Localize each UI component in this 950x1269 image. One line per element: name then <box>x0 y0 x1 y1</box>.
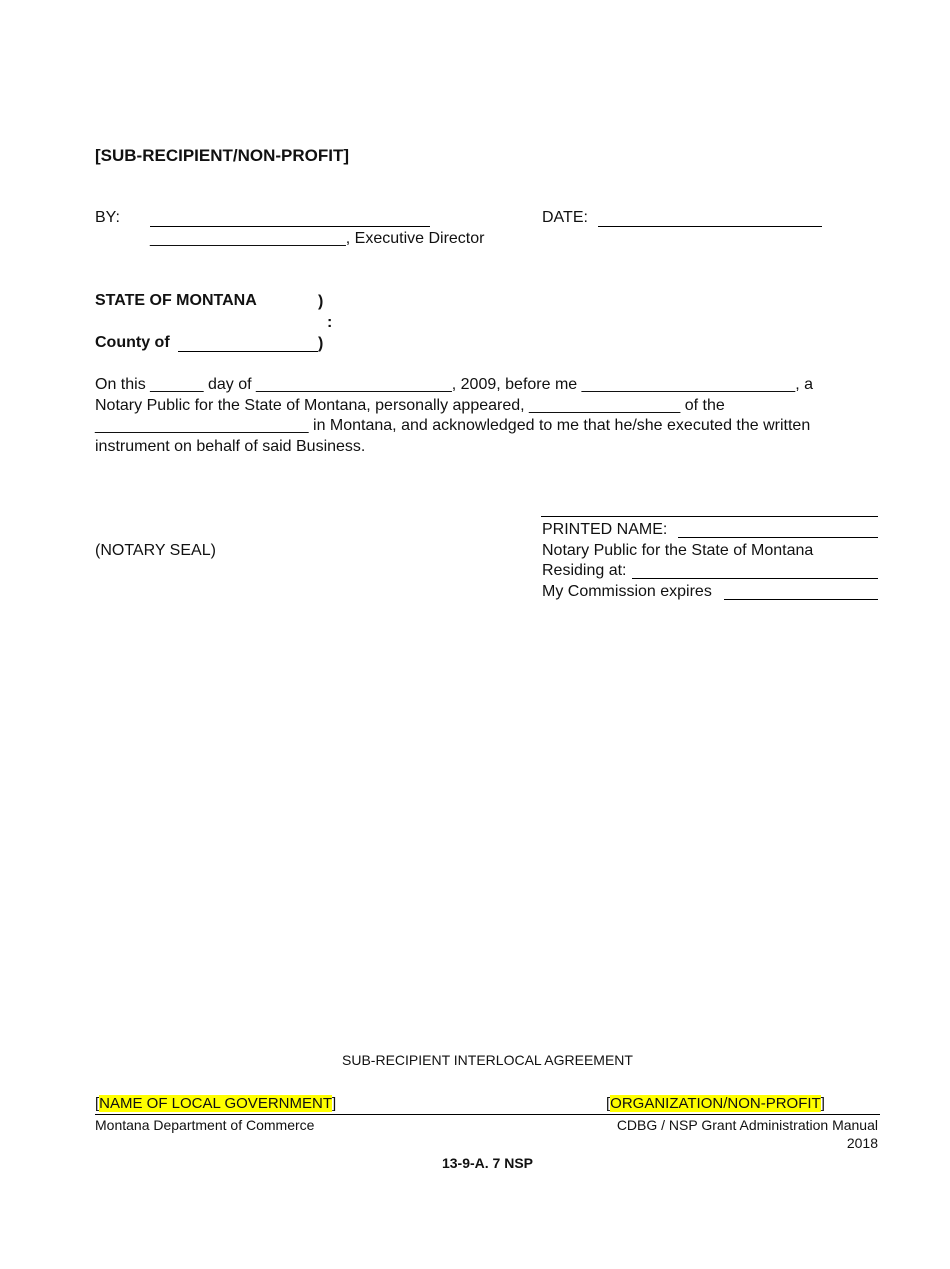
by-signature-line[interactable] <box>150 226 430 227</box>
acknowledgment-line-1: On this ______ day of ______________________, 2009, before me ________________________, a <box>95 376 813 393</box>
venue-paren-bottom: ) <box>318 335 324 352</box>
residing-at-label: Residing at: <box>542 562 627 579</box>
footer-right-line-2: 2018 <box>846 1135 878 1151</box>
local-government-name: NAME OF LOCAL GOVERNMENT <box>99 1095 332 1112</box>
residing-at-line[interactable] <box>632 578 878 579</box>
footer-left: Montana Department of Commerce <box>95 1117 315 1133</box>
county-line[interactable] <box>178 351 318 352</box>
acknowledgment-line-2: Notary Public for the State of Montana, personally appeared, _________________ of the <box>95 397 725 414</box>
notary-signature-line[interactable] <box>541 516 878 517</box>
right-bracket-close: ] <box>820 1095 825 1112</box>
printed-name-label: PRINTED NAME: <box>542 521 668 538</box>
county-label: County of <box>95 334 170 351</box>
commission-expires-line[interactable] <box>724 599 878 600</box>
commission-expires-label: My Commission expires <box>542 583 712 600</box>
footer-right-line-1: CDBG / NSP Grant Administration Manual <box>616 1117 878 1133</box>
acknowledgment-line-3: ________________________ in Montana, and acknowledged to me that he/she executed the written <box>95 417 811 434</box>
state-of-montana: STATE OF MONTANA <box>95 292 257 309</box>
executive-director-line: ______________________, Executive Director <box>150 230 485 247</box>
right-bracket-open: [ <box>606 1095 611 1112</box>
venue-colon: : <box>327 314 333 331</box>
document-heading: [SUB-RECIPIENT/NON-PROFIT] <box>95 146 350 165</box>
by-label: BY: <box>95 209 120 226</box>
left-bracket-open: [ <box>95 1095 100 1112</box>
local-government-placeholder <box>95 1094 336 1113</box>
left-bracket-close: ] <box>331 1095 337 1112</box>
organization-name: ORGANIZATION/NON-PROFIT <box>610 1095 821 1112</box>
page-identifier: 13-9-A. 7 NSP <box>441 1155 534 1171</box>
venue-paren-top: ) <box>318 293 324 310</box>
organization-placeholder <box>606 1094 825 1113</box>
date-label: DATE: <box>542 209 588 226</box>
date-line[interactable] <box>598 226 822 227</box>
printed-name-line[interactable] <box>678 537 878 538</box>
footer-rule <box>95 1114 880 1115</box>
acknowledgment-line-4: instrument on behalf of said Business. <box>95 438 366 455</box>
agreement-title: SUB-RECIPIENT INTERLOCAL AGREEMENT <box>342 1052 633 1068</box>
notary-seal: (NOTARY SEAL) <box>95 542 216 559</box>
notary-public-label: Notary Public for the State of Montana <box>542 542 814 559</box>
